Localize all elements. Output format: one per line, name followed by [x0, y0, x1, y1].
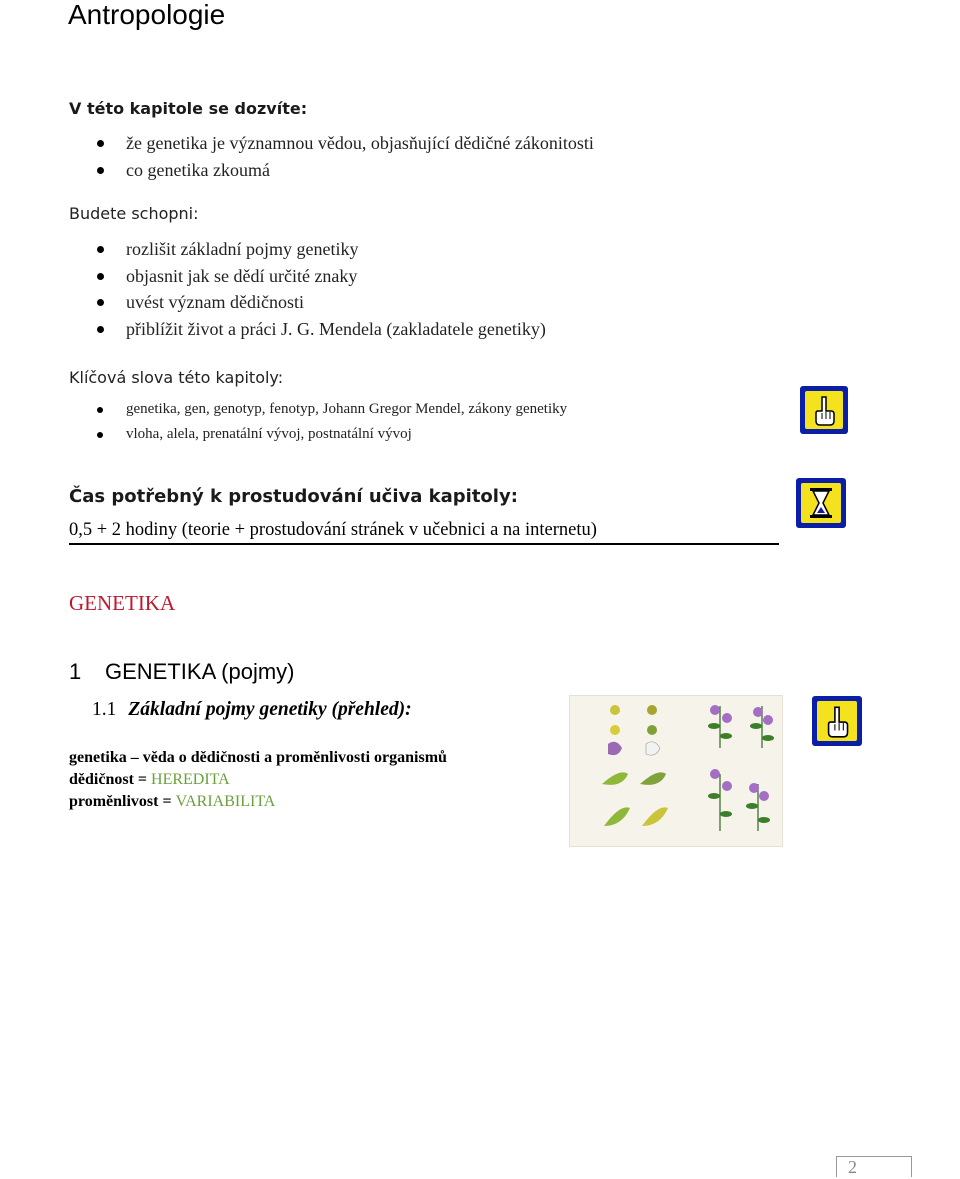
bullet-icon: [97, 299, 104, 306]
chapter-heading: GENETIKA: [69, 591, 176, 615]
definition-genetika: genetika – věda o dědičnosti a proměnlivosti organismů: [69, 749, 447, 766]
bullet-icon: [97, 140, 104, 147]
bullet-icon: [97, 326, 104, 333]
section-heading: [69, 659, 294, 685]
divider: [69, 543, 779, 545]
bullet-icon: [97, 273, 104, 280]
subsection-title: Základní pojmy genetiky (přehled):: [128, 699, 412, 720]
bullet-icon: [97, 432, 103, 438]
list-item: rozlišit základní pojmy genetiky: [96, 236, 546, 263]
definitions: [69, 747, 447, 813]
list-item: vloha, alela, prenatální vývoj, postnatální vývoj: [96, 422, 567, 447]
hourglass-icon: [796, 478, 846, 528]
list-item: co genetika zkoumá: [96, 157, 594, 184]
definition-promenlivost: proměnlivost = VARIABILITA: [69, 793, 276, 810]
document-title: Antropologie: [68, 0, 226, 30]
bullet-icon: [97, 167, 104, 174]
study-time-text: 0,5 + 2 hodiny (teorie + prostudování stránek v učebnici a na internetu): [69, 520, 597, 540]
section-number: 1: [69, 659, 82, 684]
definition-dedicnost: dědičnost = HEREDITA: [69, 771, 230, 788]
bullet-icon: [97, 407, 103, 413]
list-item: objasnit jak se dědí určité znaky: [96, 263, 546, 290]
subsection-number: 1.1: [92, 699, 117, 720]
page-number: 2: [848, 1157, 857, 1177]
keywords-heading: Klíčová slova této kapitoly:: [69, 368, 284, 387]
pointing-finger-icon: [812, 696, 862, 746]
subsection-heading: [92, 699, 412, 721]
section-title: GENETIKA (pojmy): [105, 659, 295, 684]
bullet-icon: [97, 246, 104, 253]
mendel-pea-illustration: [569, 695, 783, 847]
list-item: přiblížit život a práci J. G. Mendela (zakladatele genetiky): [96, 316, 546, 343]
skills-heading: Budete schopni:: [69, 204, 199, 223]
list-item: uvést význam dědičnosti: [96, 289, 546, 316]
skills-list: [96, 236, 546, 342]
keywords-list: [96, 397, 567, 447]
pointing-finger-icon: [800, 386, 848, 434]
list-item: že genetika je významnou vědou, objasňující dědičné zákonitosti: [96, 130, 594, 157]
learn-heading: V této kapitole se dozvíte:: [69, 99, 308, 118]
learn-list: [96, 130, 594, 183]
study-time-heading: Čas potřebný k prostudování učiva kapitoly:: [69, 486, 518, 507]
list-item: genetika, gen, genotyp, fenotyp, Johann Gregor Mendel, zákony genetiky: [96, 397, 567, 422]
